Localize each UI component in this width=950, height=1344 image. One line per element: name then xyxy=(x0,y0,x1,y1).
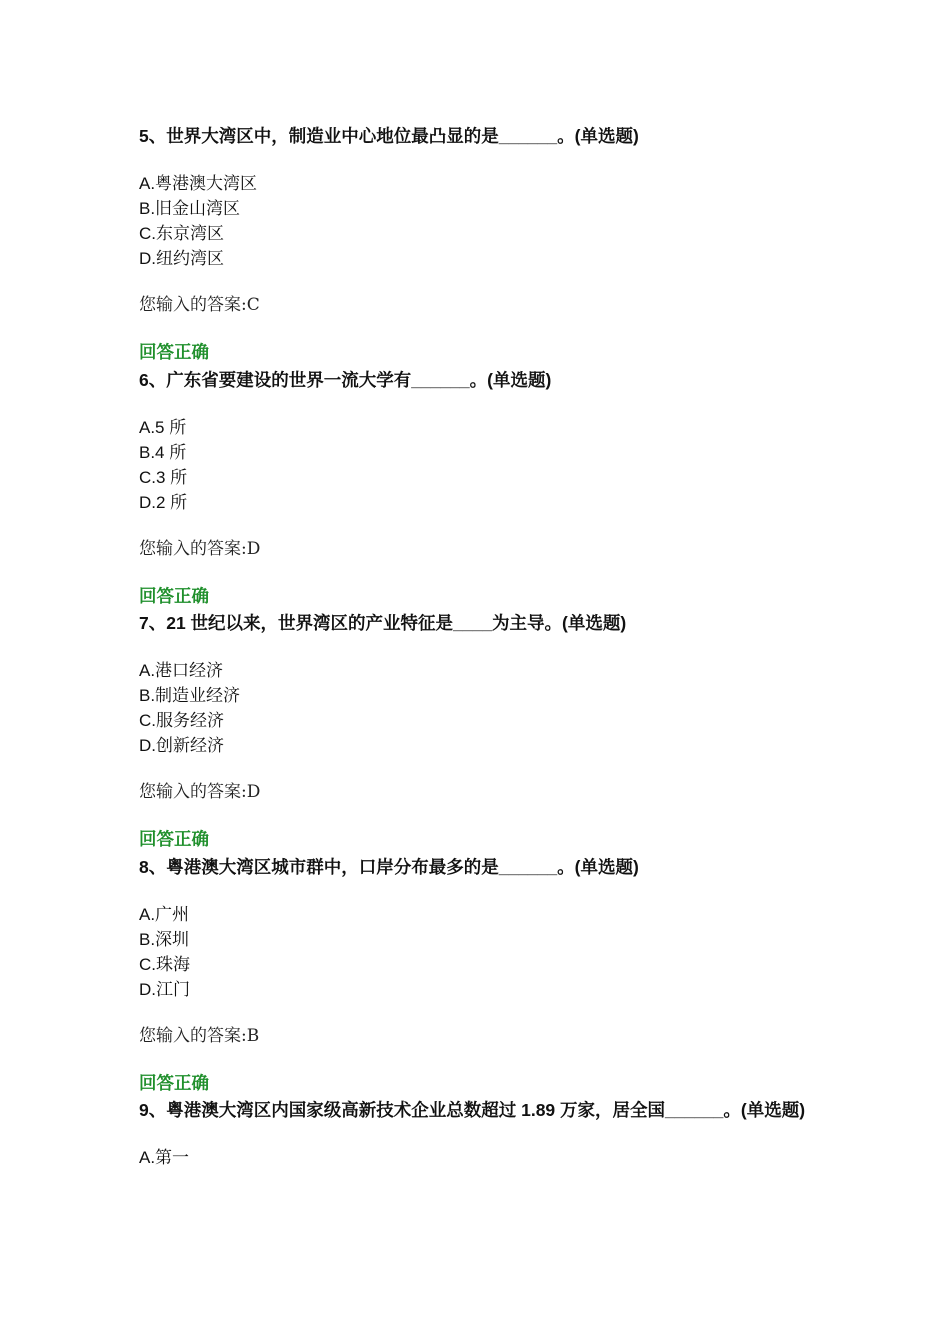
option-list xyxy=(139,1145,819,1170)
question-title: 6、广东省要建设的世界一流大学有______。(单选题) xyxy=(139,370,552,390)
question-8 xyxy=(139,855,819,1096)
option-c: C.东京湾区 xyxy=(139,224,224,243)
option-b: B.制造业经济 xyxy=(139,686,241,705)
option-d: D.江门 xyxy=(139,980,190,999)
option-a: A.5 所 xyxy=(139,418,187,437)
option-d: D.创新经济 xyxy=(139,736,224,755)
option-a: A.港口经济 xyxy=(139,661,224,680)
option-b: B.深圳 xyxy=(139,930,190,949)
question-6 xyxy=(139,368,819,609)
option-d: D.纽约湾区 xyxy=(139,249,224,268)
option-list xyxy=(139,658,819,758)
entered-answer: 您输入的答案:D xyxy=(139,782,261,802)
question-9 xyxy=(139,1098,819,1170)
answer-verdict: 回答正确 xyxy=(139,586,209,606)
option-a: A.第一 xyxy=(139,1148,190,1167)
option-list xyxy=(139,415,819,515)
question-title: 8、粤港澳大湾区城市群中，口岸分布最多的是______。(单选题) xyxy=(139,857,639,877)
entered-answer: 您输入的答案:C xyxy=(139,295,260,315)
option-d: D.2 所 xyxy=(139,493,188,512)
entered-answer: 您输入的答案:D xyxy=(139,539,261,559)
option-list xyxy=(139,171,819,271)
question-title: 9、粤港澳大湾区内国家级高新技术企业总数超过 1.89 万家，居全国______。(单选题) xyxy=(139,1100,806,1120)
answer-verdict: 回答正确 xyxy=(139,829,209,849)
question-7 xyxy=(139,611,819,852)
option-b: B.旧金山湾区 xyxy=(139,199,241,218)
question-title: 7、21 世纪以来，世界湾区的产业特征是____为主导。(单选题) xyxy=(139,613,627,633)
question-5 xyxy=(139,124,819,365)
answer-verdict: 回答正确 xyxy=(139,1073,209,1093)
option-list xyxy=(139,902,819,1002)
question-title: 5、世界大湾区中，制造业中心地位最凸显的是______。(单选题) xyxy=(139,126,639,146)
option-c: C.3 所 xyxy=(139,468,188,487)
answer-verdict: 回答正确 xyxy=(139,342,209,362)
option-b: B.4 所 xyxy=(139,443,187,462)
option-a: A.广州 xyxy=(139,905,190,924)
option-a: A.粤港澳大湾区 xyxy=(139,174,258,193)
option-c: C.珠海 xyxy=(139,955,190,974)
option-c: C.服务经济 xyxy=(139,711,224,730)
entered-answer: 您输入的答案:B xyxy=(139,1026,260,1046)
